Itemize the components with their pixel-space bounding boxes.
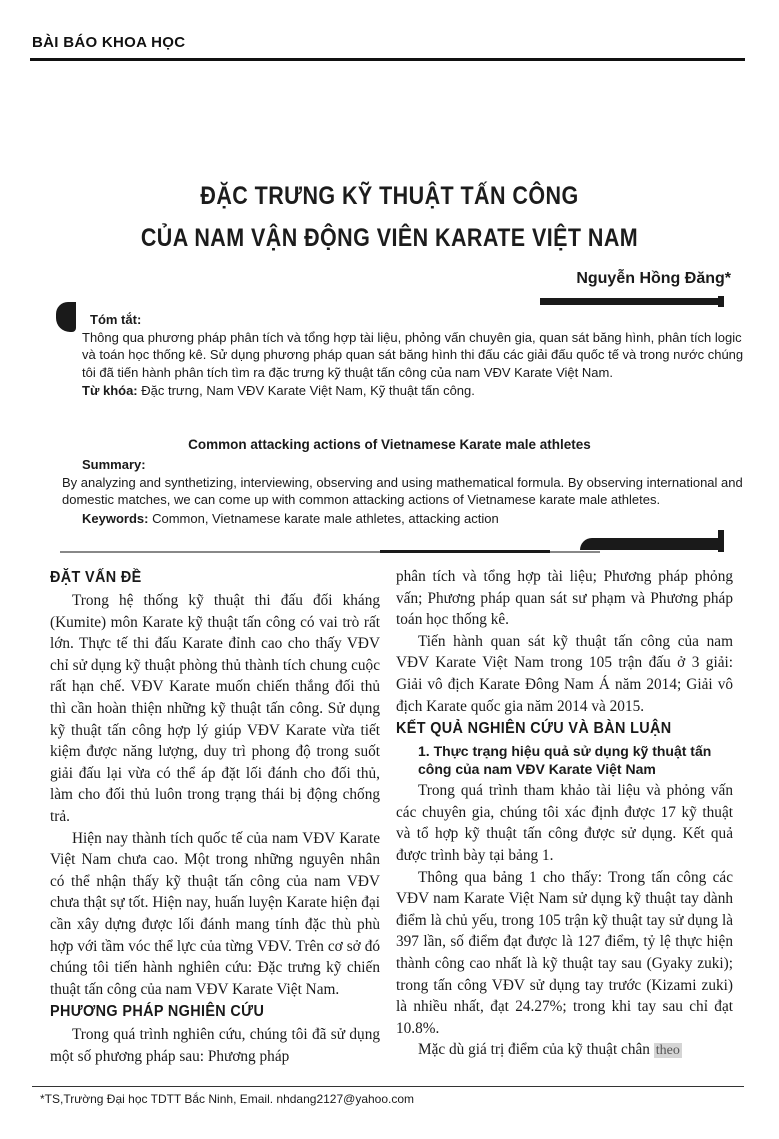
- methods-paragraph-2: Tiến hành quan sát kỹ thuật tấn công của nam VĐV Karate Việt Nam trong 105 trận đấu ở 3 giải: Giải vô địch Karate Đông Nam Á năm 2014; Giải vô địch Karate quốc gia năm 2014 và 2015.: [396, 632, 733, 715]
- intro-paragraph-1: Trong hệ thống kỹ thuật thi đấu đối kháng (Kumite) môn Karate kỹ thuật tấn công có vai trò rất lớn. Thực tế thi đấu Karate đỉnh cao cho thấy VĐV chỉ sử dụng kỹ thuật phòng thủ thành tích chung cuộc rất hạn chế. VĐV Karate muốn chiến thắng đối thủ thì cần hoàn thiện những kỹ thuật tấn công. Sử dụng kỹ thuật tấn công hợp lý giúp VĐV Karate vừa tiết kiệm được năng lượng, duy trì phong độ trong suốt giải đấu lại vừa có thể áp đặt lối đánh cho đối thủ, làm cho đối thủ luôn trong trạng thái bị động chống trả.: [50, 592, 380, 825]
- continued-word: theo: [655, 1043, 680, 1059]
- abstract-en-keywords: [62, 510, 747, 528]
- abstract-en: [62, 456, 747, 527]
- intro-paragraph-2: Hiện nay thành tích quốc tế của nam VĐV Karate Việt Nam chưa cao. Một trong những nguyên nhân có thể nhận thấy kỹ thuật tấn công của nam VĐV chưa thật sự tốt. Hiện nay, huấn luyện Karate hiện đại cần xây dựng được lối đánh mang tính đặc thù phù hợp với tầm vóc thể lực của từng VĐV. Trên cơ sở đó chúng tôi tiến hành nghiên cứu: Đặc trưng kỹ chiến thuật tấn công của nam VĐV Karate Việt Nam.: [50, 829, 380, 998]
- decor-bar-author: [540, 298, 718, 305]
- left-column: [50, 566, 380, 1067]
- methods-paragraph-1: Trong quá trình nghiên cứu, chúng tôi đã sử dụng một số phương pháp sau: Phương pháp: [50, 1026, 380, 1065]
- abstract-vi-heading: Tóm tắt:: [90, 312, 142, 327]
- decor-bar-keywords-tip: [718, 530, 724, 552]
- heading-introduction: ĐẶT VẤN ĐỀ: [50, 569, 142, 586]
- abstract-en-heading: Summary:: [82, 457, 146, 472]
- decor-rule-thin-2: [380, 550, 550, 553]
- keywords-vi-text: Đặc trưng, Nam VĐV Karate Việt Nam, Kỹ thuật tấn công.: [141, 383, 475, 398]
- header-rule: [30, 58, 745, 61]
- subheading-results-1: 1. Thực trạng hiệu quả sử dụng kỹ thuật tấn công của nam VĐV Karate Việt Nam: [418, 743, 712, 778]
- results-paragraph-1: Trong quá trình tham khảo tài liệu và phỏng vấn các chuyên gia, chúng tôi xác định được 17 kỹ thuật và tổ hợp kỹ thuật tấn công được sử dụng. Kết quả được trình bày tại bảng 1.: [396, 782, 733, 864]
- footnote: *TS,Trường Đại học TDTT Bắc Ninh, Email. nhdang2127@yahoo.com: [40, 1092, 415, 1106]
- heading-results: KẾT QUẢ NGHIÊN CỨU VÀ BÀN LUẬN: [396, 720, 672, 738]
- section-label: BÀI BÁO KHOA HỌC: [32, 34, 186, 51]
- article-title-line-2: CỦA NAM VẬN ĐỘNG VIÊN KARATE VIỆT NAM: [140, 224, 639, 252]
- heading-methods: PHƯƠNG PHÁP NGHIÊN CỨU: [50, 1003, 265, 1021]
- results-paragraph-3-text: Mặc dù giá trị điểm của kỹ thuật chân: [418, 1041, 650, 1059]
- right-column: [396, 566, 733, 1062]
- decor-bar-author-tip: [718, 296, 724, 307]
- author-name: Nguyễn Hồng Đăng*: [576, 270, 731, 287]
- abstract-en-body: By analyzing and synthetizing, interviewing, observing and using mathematical formula. By observing international and domestic matches, we can come up with common attacking actions of Vietnamese karate male athletes.: [62, 474, 743, 507]
- results-paragraph-3: [396, 1039, 733, 1062]
- footnote-rule: [32, 1086, 744, 1087]
- article-title-line-1: ĐẶC TRƯNG KỸ THUẬT TẤN CÔNG: [200, 182, 579, 210]
- keywords-vi-label: Từ khóa:: [82, 383, 138, 398]
- methods-paragraph-cont: phân tích và tổng hợp tài liệu; Phương pháp phỏng vấn; Phương pháp quan sát sư phạm và Phương pháp toán học thống kê.: [396, 568, 733, 629]
- english-title: Common attacking actions of Vietnamese Karate male athletes: [188, 437, 591, 452]
- abstract-vi: [62, 311, 747, 400]
- keywords-en-label: Keywords:: [82, 510, 149, 526]
- results-paragraph-2: Thông qua bảng 1 cho thấy: Trong tấn công các VĐV nam Karate Việt Nam sử dụng kỹ thuật tay dành điểm là chủ yếu, trong 105 trận kỹ thuật tay sử dụng là 397 lần, số điểm đạt được là 127 điểm, tỷ lệ thực hiện thành công cao nhất là kỹ thuật tay sau (Gyaky zuki); trong tấn công VĐV sử dụng tay trước (Kizami zuki) là nhiều nhất, đạt 24.27%; trong khi tay sau chỉ đạt 10.8%.: [396, 868, 733, 1037]
- abstract-vi-body: Thông qua phương pháp phân tích và tổng hợp tài liệu, phỏng vấn chuyên gia, quan sát băng hình, phân tích logic và toán học thống kê. Sử dụng phương pháp quan sát băng hình thi đấu các giải đấu quốc tế và trong nước chúng tôi đã tiến hành phân tích tìm ra đặc trưng kỹ thuật tấn công của nam VĐV Karate Việt Nam.: [82, 329, 744, 380]
- abstract-vi-keywords: [62, 382, 747, 400]
- keywords-en-text: Common, Vietnamese karate male athletes, attacking action: [152, 510, 499, 526]
- decor-bar-keywords: [580, 538, 720, 550]
